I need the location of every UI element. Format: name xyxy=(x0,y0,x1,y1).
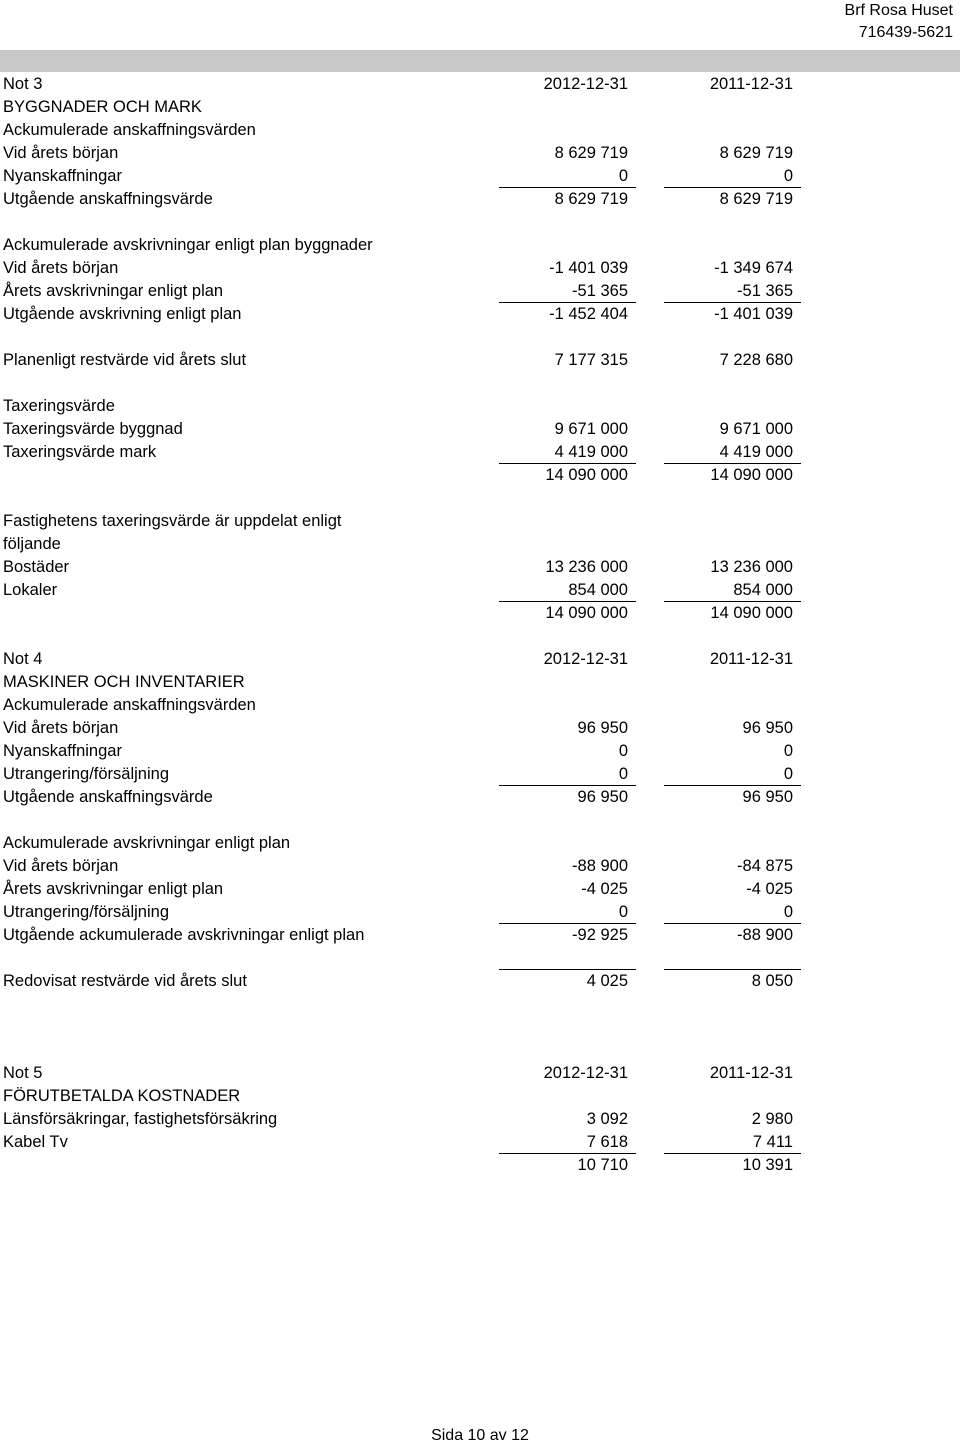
value-2011: 13 236 000 xyxy=(710,558,793,576)
note-row xyxy=(0,1154,960,1177)
row-label: Kabel Tv xyxy=(3,1133,68,1151)
value-2011: 9 671 000 xyxy=(719,420,793,438)
value-2011: -1 349 674 xyxy=(714,259,793,277)
value-2012: -51 365 xyxy=(572,282,628,300)
document-header xyxy=(845,0,953,44)
row-label: Taxeringsvärde byggnad xyxy=(3,420,183,438)
note-row xyxy=(0,73,960,96)
row-label: Taxeringsvärde xyxy=(3,397,115,415)
note-row xyxy=(0,1062,960,1085)
note-row xyxy=(0,464,960,487)
spacer-row xyxy=(0,1016,960,1039)
note-row xyxy=(0,924,960,947)
note-row xyxy=(0,1131,960,1154)
value-2011: 2011-12-31 xyxy=(709,75,793,93)
value-2011: -4 025 xyxy=(746,880,793,898)
row-label: Utgående avskrivning enligt plan xyxy=(3,305,242,323)
value-2012: 2012-12-31 xyxy=(543,1064,628,1082)
value-2012: -1 452 404 xyxy=(549,305,628,323)
spacer-row xyxy=(0,625,960,648)
value-2011: 0 xyxy=(783,167,793,185)
row-label: FÖRUTBETALDA KOSTNADER xyxy=(3,1087,241,1105)
note-row xyxy=(0,717,960,740)
row-label: Utgående anskaffningsvärde xyxy=(3,788,213,806)
note-row xyxy=(0,786,960,809)
header-band xyxy=(0,50,960,72)
spacer-row xyxy=(0,993,960,1016)
value-2011: 0 xyxy=(783,903,793,921)
value-2011: 8 629 719 xyxy=(719,144,793,162)
row-label: Ackumulerade anskaffningsvärden xyxy=(3,121,256,139)
note-row xyxy=(0,441,960,464)
value-2011: 2011-12-31 xyxy=(709,1064,793,1082)
note-row xyxy=(0,763,960,786)
note-row xyxy=(0,832,960,855)
value-2012: 13 236 000 xyxy=(545,558,628,576)
value-2011: 2 980 xyxy=(751,1110,793,1128)
note-row xyxy=(0,418,960,441)
note-row xyxy=(0,694,960,717)
spacer-row xyxy=(0,947,960,970)
financial-notes xyxy=(0,73,960,1177)
value-2012: 0 xyxy=(618,167,628,185)
row-label: Taxeringsvärde mark xyxy=(3,443,157,461)
row-label: BYGGNADER OCH MARK xyxy=(3,98,202,116)
row-label: Ackumulerade avskrivningar enligt plan byggnader xyxy=(3,236,373,254)
value-2011: -51 365 xyxy=(737,282,793,300)
value-2011: -1 401 039 xyxy=(714,305,793,323)
row-label: Ackumulerade avskrivningar enligt plan xyxy=(3,834,291,852)
value-2012: 9 671 000 xyxy=(554,420,628,438)
note-row xyxy=(0,579,960,602)
row-label: Utgående ackumulerade avskrivningar enligt plan xyxy=(3,926,365,944)
row-label: Vid årets början xyxy=(3,259,119,277)
note-row xyxy=(0,395,960,418)
value-2011: 14 090 000 xyxy=(710,604,793,622)
row-label: Lokaler xyxy=(3,581,58,599)
row-label: Utrangering/försäljning xyxy=(3,903,170,921)
value-2011: 7 228 680 xyxy=(719,351,793,369)
note-row xyxy=(0,119,960,142)
value-2011: 96 950 xyxy=(742,719,793,737)
row-label: Utgående anskaffningsvärde xyxy=(3,190,213,208)
row-label: Not 5 xyxy=(3,1064,43,1082)
note-row xyxy=(0,556,960,579)
value-2011: 854 000 xyxy=(733,581,793,599)
value-2012: 96 950 xyxy=(577,788,628,806)
note-row xyxy=(0,349,960,372)
row-label: Not 4 xyxy=(3,650,43,668)
note-row xyxy=(0,165,960,188)
value-2012: 0 xyxy=(618,765,628,783)
note-row xyxy=(0,280,960,303)
note-row xyxy=(0,855,960,878)
row-label: Vid årets början xyxy=(3,857,119,875)
value-2012: 3 092 xyxy=(586,1110,628,1128)
value-2011: 2011-12-31 xyxy=(709,650,793,668)
value-2012: 854 000 xyxy=(568,581,628,599)
row-label: Redovisat restvärde vid årets slut xyxy=(3,972,247,990)
spacer-row xyxy=(0,326,960,349)
note-row xyxy=(0,901,960,924)
value-2012: 8 629 719 xyxy=(554,190,628,208)
value-2012: 2012-12-31 xyxy=(543,650,628,668)
spacer-row xyxy=(0,372,960,395)
value-2012: 96 950 xyxy=(577,719,628,737)
value-2012: -92 925 xyxy=(572,926,628,944)
spacer-row xyxy=(0,211,960,234)
value-2011: 0 xyxy=(783,742,793,760)
value-2011: -84 875 xyxy=(737,857,793,875)
value-2012: 14 090 000 xyxy=(545,604,628,622)
row-label: MASKINER OCH INVENTARIER xyxy=(3,673,245,691)
value-2011: 14 090 000 xyxy=(710,466,793,484)
spacer-row xyxy=(0,487,960,510)
row-label: Vid årets början xyxy=(3,144,119,162)
value-2011: 96 950 xyxy=(742,788,793,806)
spacer-row xyxy=(0,1039,960,1062)
value-2012: 14 090 000 xyxy=(545,466,628,484)
row-label: Årets avskrivningar enligt plan xyxy=(3,880,224,898)
row-label: Not 3 xyxy=(3,75,43,93)
row-label: Nyanskaffningar xyxy=(3,167,122,185)
value-2012: 4 025 xyxy=(586,972,628,990)
row-label: Planenligt restvärde vid årets slut xyxy=(3,351,247,369)
note-row xyxy=(0,303,960,326)
value-2012: 0 xyxy=(618,742,628,760)
value-2012: 8 629 719 xyxy=(554,144,628,162)
value-2012: 10 710 xyxy=(577,1156,628,1174)
note-row xyxy=(0,878,960,901)
row-label: följande xyxy=(3,535,61,553)
page-number: Sida 10 av 12 xyxy=(431,1427,529,1444)
value-2012: -88 900 xyxy=(572,857,628,875)
note-row xyxy=(0,96,960,119)
value-2012: 0 xyxy=(618,903,628,921)
value-2011: 8 050 xyxy=(751,972,793,990)
note-row xyxy=(0,257,960,280)
value-2012: -4 025 xyxy=(581,880,628,898)
note-row xyxy=(0,740,960,763)
row-label: Vid årets början xyxy=(3,719,119,737)
org-name: Brf Rosa Huset xyxy=(844,2,953,19)
row-label: Årets avskrivningar enligt plan xyxy=(3,282,224,300)
value-2011: 0 xyxy=(783,765,793,783)
note-row xyxy=(0,648,960,671)
value-2011: 8 629 719 xyxy=(719,190,793,208)
note-row xyxy=(0,671,960,694)
value-2012: 4 419 000 xyxy=(554,443,628,461)
value-2011: 4 419 000 xyxy=(719,443,793,461)
value-2011: -88 900 xyxy=(737,926,793,944)
value-2011: 10 391 xyxy=(742,1156,793,1174)
value-2012: -1 401 039 xyxy=(549,259,628,277)
value-2012: 7 618 xyxy=(586,1133,628,1151)
org-number: 716439-5621 xyxy=(858,24,953,41)
row-label: Nyanskaffningar xyxy=(3,742,122,760)
row-label: Bostäder xyxy=(3,558,70,576)
value-2012: 7 177 315 xyxy=(554,351,628,369)
note-row xyxy=(0,142,960,165)
note-row xyxy=(0,970,960,993)
note-row xyxy=(0,510,960,533)
spacer-row xyxy=(0,809,960,832)
row-label: Utrangering/försäljning xyxy=(3,765,170,783)
note-row xyxy=(0,1085,960,1108)
row-label: Ackumulerade anskaffningsvärden xyxy=(3,696,256,714)
note-row xyxy=(0,602,960,625)
note-row xyxy=(0,188,960,211)
row-label: Länsförsäkringar, fastighetsförsäkring xyxy=(3,1110,278,1128)
note-row xyxy=(0,533,960,556)
note-row xyxy=(0,234,960,257)
note-row xyxy=(0,1108,960,1131)
row-label: Fastighetens taxeringsvärde är uppdelat enligt xyxy=(3,512,342,530)
value-2012: 2012-12-31 xyxy=(543,75,628,93)
value-2011: 7 411 xyxy=(752,1133,793,1151)
